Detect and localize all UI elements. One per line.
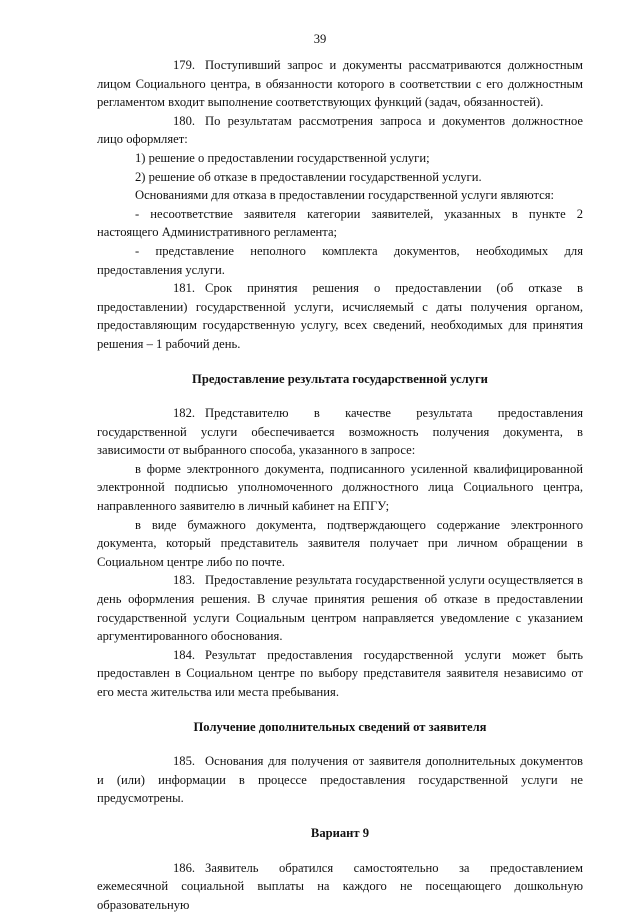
paragraph-number: 184. xyxy=(173,647,196,662)
refusal-grounds-intro: Основаниями для отказа в предоставлении государственной услуги являются: xyxy=(135,188,555,203)
paragraph-183 xyxy=(97,571,583,645)
refusal-ground-1: - несоответствие заявителя категории заявителей, указанных в пункте 2 настоящего Административного регламента; xyxy=(97,206,583,240)
paragraph-number: 183. xyxy=(173,573,196,588)
refusal-ground-2: - представление неполного комплекта документов, необходимых для предоставления услуги. xyxy=(97,243,583,277)
paragraph-text: Результат предоставления государственной услуги может быть предоставлен в Социальном центре по выбору представителя заявителя независимо от его места жительства или места пребывания. xyxy=(97,647,583,699)
paragraph-text: Срок принятия решения о предоставлении (об отказе в предоставлении) государственной услуги, исчисляемый с даты получения органом, предоставляющим государственную услугу, всех сведений, необходимых для принятия решения – 1 рабочий день. xyxy=(97,281,583,351)
section-heading-additional-info: Получение дополнительных сведений от заявителя xyxy=(193,719,487,734)
result-method-paper: в виде бумажного документа, подтверждающего содержание электронного документа, который представитель заявителя получает при личном обращении в Социальном центре либо по почте. xyxy=(97,517,583,569)
paragraph-182 xyxy=(97,404,583,460)
paragraph-text: Заявитель обратился самостоятельно за предоставлением ежемесячной социальной выплаты на каждого не посещающего дошкольную образовательную xyxy=(97,860,583,912)
paragraph-184 xyxy=(97,646,583,702)
paragraph-number: 180. xyxy=(173,113,196,128)
result-method-electronic: в форме электронного документа, подписанного усиленной квалифицированной электронной подписью уполномоченного должностного лица Социального центра, направленного заявителю в личный кабинет на ЕПГУ; xyxy=(97,461,583,514)
paragraph-186 xyxy=(97,859,583,914)
paragraph-number: 185. xyxy=(173,754,196,769)
paragraph-text: По результатам рассмотрения запроса и документов должностное лицо оформляет: xyxy=(97,113,583,147)
paragraph-number: 179. xyxy=(173,58,196,72)
paragraph-185 xyxy=(97,752,583,808)
paragraph-text: Представителю в качестве результата предоставления государственной услуги обеспечивается возможность получения документа, в зависимости от выбранного способа, указанного в запросе: xyxy=(97,406,583,458)
section-heading-variant: Вариант 9 xyxy=(310,825,370,840)
paragraph-number: 186. xyxy=(173,860,196,875)
paragraph-text: Основания для получения от заявителя дополнительных документов и (или) информации в процессе предоставления государственной услуги не предусмотрены. xyxy=(97,754,583,806)
paragraph-181 xyxy=(97,279,583,353)
list-item-decision-refusal: 2) решение об отказе в предоставлении государственной услуги. xyxy=(135,169,482,184)
paragraph-number: 181. xyxy=(173,281,196,296)
document-body xyxy=(97,56,583,914)
paragraph-number: 182. xyxy=(173,406,196,421)
list-item-decision-grant: 1) решение о предоставлении государственной услуги; xyxy=(135,150,430,165)
paragraph-179 xyxy=(97,56,583,112)
paragraph-text: Предоставление результата государственной услуги осуществляется в день оформления решения. В случае принятия решения об отказе в предоставлении государственной услуги Социальным центром направляется уведомление с указанием аргументированного обоснования. xyxy=(97,573,583,644)
paragraph-180 xyxy=(97,112,583,149)
paragraph-text: Поступивший запрос и документы рассматриваются должностным лицом Социального центра, в обязанности которого в соответствии с его должностным регламентом входит выполнение соответствующих функций (задач, обязанностей). xyxy=(97,58,583,110)
section-heading-result: Предоставление результата государственной услуги xyxy=(192,371,488,386)
page-number: 39 xyxy=(313,32,327,46)
